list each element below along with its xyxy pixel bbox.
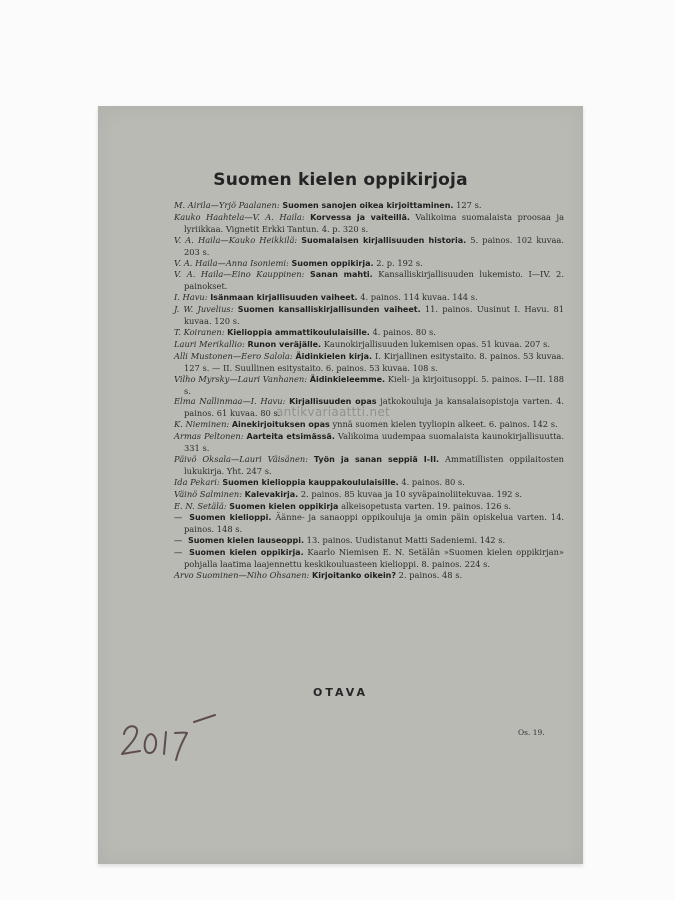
entry-details: 2. p. 192 s. (376, 257, 423, 268)
book-entry (174, 200, 564, 212)
entry-details: 11. painos. Uusinut I. Havu. 81 kuvaa. 120 s. (184, 304, 565, 327)
entry-author: Ida Pekari: (174, 476, 220, 487)
entry-details: jatkokouluja ja kansalaisopistoja varten. 4. painos. 61 kuvaa. 80 s. (184, 396, 565, 419)
entry-author: E. N. Setälä: (174, 500, 227, 511)
entry-title: Työn ja sanan seppiä I-II. (313, 454, 440, 464)
entry-title: Suomen kielioppia kauppakoululaisille. (222, 477, 399, 487)
book-entry (174, 489, 564, 501)
book-entry (174, 327, 564, 339)
entry-title: Suomen kielen lauseoppi. (187, 536, 305, 546)
entry-title: Suomen kielioppi. (189, 513, 272, 523)
entry-title: Äidinkielen kirja. (295, 351, 373, 361)
entry-details: 4. painos. 80 s. (401, 476, 465, 487)
entry-title: Kirjallisuuden opas (289, 397, 377, 407)
entry-title: Kielioppia ammattikoululaisille. (227, 327, 370, 337)
book-entry (174, 351, 564, 374)
watermark: antikvariaattti.net (276, 405, 391, 419)
entry-author: — (174, 512, 183, 523)
entry-author: Alli Mustonen—Eero Salola: (174, 350, 293, 361)
entry-title: Suomen kielen oppikirja. (189, 548, 304, 558)
entry-details: alkeisopetusta varten. 19. painos. 126 s. (341, 500, 512, 511)
entry-author: T. Koiranen: (174, 326, 225, 337)
entry-author: V. A. Haila—Anna Isoniemi: (174, 257, 289, 268)
entry-details: ynnä suomen kielen tyyliopin alkeet. 6. painos. 142 s. (332, 419, 558, 430)
entry-details: Kieli- ja kirjoitusoppi. 5. painos. I—II. 188 s. (184, 373, 565, 396)
entry-title: Kirjoitanko oikein? (312, 571, 397, 580)
entry-author: — (174, 547, 183, 558)
cover-title: Suomen kielen oppikirjoja (213, 170, 468, 190)
entry-title: Ainekirjoituksen opas (231, 420, 330, 430)
entry-details: 127 s. (456, 200, 482, 210)
entry-title: Suomen sanojen oikea kirjoittaminen. (282, 201, 454, 210)
entry-author: Väinö Salminen: (174, 488, 243, 499)
book-entry (174, 292, 564, 304)
book-entry (174, 512, 564, 535)
handwritten-price-mark (118, 702, 228, 772)
book-entry (174, 501, 564, 513)
publisher-name: OTAVA (312, 686, 369, 699)
book-entry (174, 419, 564, 431)
book-entry (174, 374, 564, 397)
entry-details: 5. painos. 102 kuvaa. 203 s. (184, 234, 564, 257)
entry-author: Lauri Merikallio: (174, 338, 245, 349)
entry-title: Isänmaan kirjallisuuden vaiheet. (210, 293, 358, 303)
entry-details: I. Kirjallinen esitystaito. 8. painos. 53 kuvaa. 127 s. — II. Suullinen esitystaito. 6. painos. 53 kuvaa. 108 s. (184, 350, 564, 373)
entry-details: Kaunokirjallisuuden lukemisen opas. 51 kuvaa. 207 s. (323, 338, 550, 349)
entry-details: Valikoima uudempaa suomalaista kaunokirjallisuutta. 331 s. (184, 431, 564, 454)
book-entry (174, 304, 564, 327)
book-list (174, 200, 564, 582)
entry-title: Runon veräjälle. (247, 339, 322, 349)
entry-author: K. Nieminen: (174, 419, 230, 430)
entry-author: M. Airila—Yrjö Paalanen: (174, 200, 280, 210)
catalog-code: Os. 19. (518, 728, 545, 737)
entry-details: 4. painos. 114 kuvaa. 144 s. (360, 292, 478, 303)
entry-title: Sanan mahti. (310, 270, 373, 280)
entry-title: Äidinkieleemme. (309, 374, 386, 384)
book-entry (174, 570, 564, 582)
entry-details: Ammatillisten oppilaitosten lukukirja. Yht. 247 s. (184, 453, 565, 476)
entry-author: J. W. Juvelius: (174, 304, 234, 315)
entry-author: — (174, 535, 183, 546)
entry-details: 2. painos. 48 s. (398, 570, 463, 580)
entry-author: Päivö Oksala—Lauri Väisänen: (174, 453, 309, 464)
book-entry (174, 269, 564, 292)
entry-author: Elma Nallinmaa—I. Havu: (174, 396, 286, 407)
entry-title: Suomen oppikirja. (291, 258, 374, 268)
book-back-cover (98, 106, 583, 864)
entry-details: 4. painos. 80 s. (372, 326, 436, 337)
entry-author: Arvo Suominen—Niho Ohsanen: (174, 570, 310, 580)
entry-details: Äänne- ja sanaoppi oppikouluja ja omin päin opiskelua varten. 14. painos. 148 s. (184, 512, 565, 535)
book-entry (174, 547, 564, 570)
entry-title: Suomen kansalliskirjallisunden vaiheet. (237, 305, 421, 315)
entry-details: 13. painos. Uudistanut Matti Sadeniemi. 142 s. (306, 535, 506, 546)
book-entry (174, 535, 564, 547)
entry-details: Kaarlo Niemisen E. N. Setälän »Suomen kielen oppikirjan» pohjalla laatima laajennettu keskikouluasteen kielioppi. 8. painos. 224 s. (184, 547, 564, 570)
entry-title: Suomen kielen oppikirja (229, 501, 339, 511)
entry-title: Korvessa ja vaiteillä. (310, 212, 410, 222)
entry-author: Armas Peltonen: (174, 431, 244, 442)
book-entry (174, 258, 564, 270)
book-entry (174, 212, 564, 235)
entry-details: Valikoima suomalaista proosaa ja lyriikkaa. Vignetit Erkki Tantun. 4. p. 320 s. (184, 211, 565, 234)
book-entry (174, 339, 564, 351)
book-entry (174, 454, 564, 477)
entry-details: Kansalliskirjallisuuden lukemisto. I—IV. 2. painokset. (184, 269, 564, 292)
entry-details: 2. painos. 85 kuvaa ja 10 syväpainoliitekuvaa. 192 s. (300, 488, 522, 499)
entry-author: I. Havu: (174, 292, 208, 303)
entry-title: Suomalaisen kirjallisuuden historia. (301, 235, 467, 245)
entry-author: V. A. Haila—Eino Kauppinen: (174, 269, 305, 280)
book-entry (174, 431, 564, 454)
entry-author: Vilho Myrsky—Lauri Vanhanen: (174, 373, 308, 384)
entry-author: Kauko Haahtela—V. A. Haila: (174, 211, 305, 222)
entry-author: V. A. Haila—Kauko Heikkilä: (174, 234, 298, 245)
entry-title: Aarteita etsimässä. (246, 432, 335, 442)
book-entry (174, 235, 564, 258)
entry-title: Kalevakirja. (244, 489, 299, 499)
book-entry (174, 477, 564, 489)
